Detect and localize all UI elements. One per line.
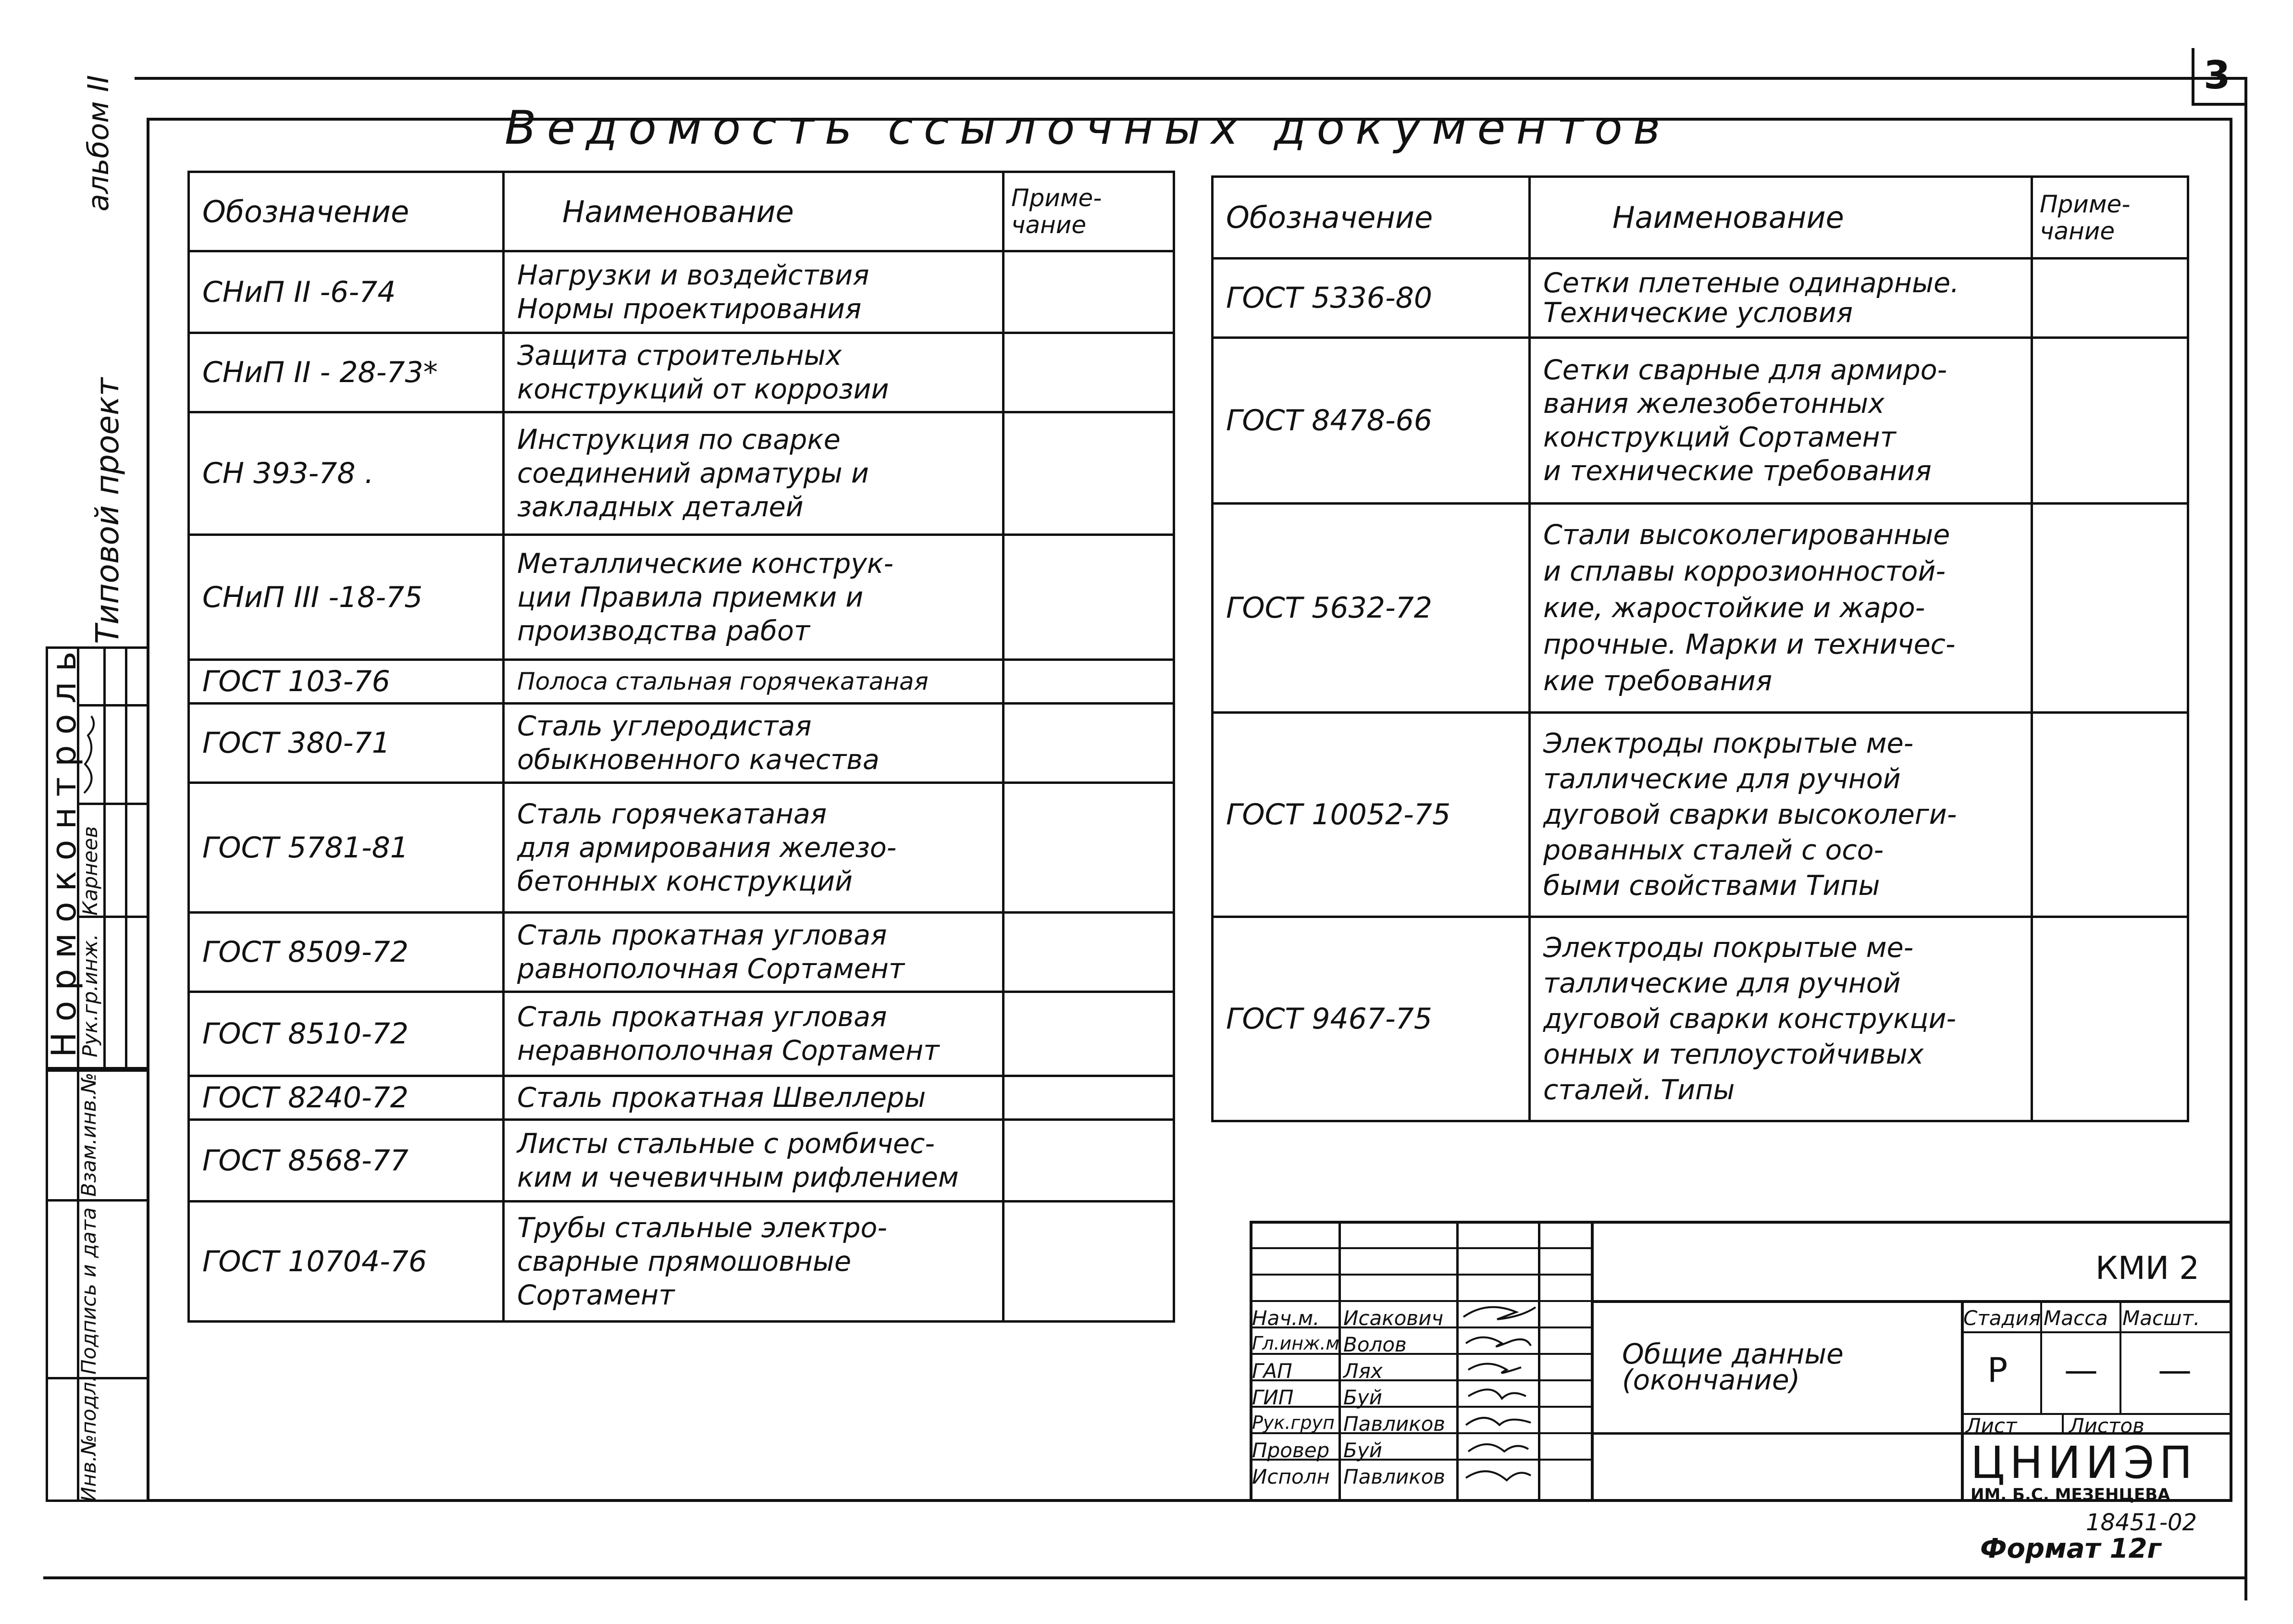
row-note — [1004, 412, 1174, 535]
header-name: Наименование — [504, 172, 1004, 251]
sheet-outer-frame-right — [2244, 77, 2247, 1600]
row-code: СН 393-78 . — [189, 412, 504, 535]
stamp-person: Павликов — [1343, 1465, 1446, 1488]
stamp-person: Буй — [1343, 1386, 1382, 1409]
row-code: ГОСТ 5336-80 — [1213, 259, 1530, 338]
stamp-stage-left — [1961, 1300, 1964, 1502]
table-row — [189, 660, 1174, 704]
organization-logo: ЦНИИЭП — [1971, 1437, 2197, 1488]
stamp-role: Гл.инж.м — [1252, 1333, 1340, 1354]
stamp-stage-col-2 — [2119, 1300, 2121, 1413]
table-header-row — [189, 172, 1174, 251]
table-row — [1213, 713, 2188, 917]
row-code: ГОСТ 8478-66 — [1213, 338, 1530, 504]
row-name: Листы стальные с ромбичес- ким и чечевичным рифлением — [504, 1120, 1004, 1202]
row-note — [1004, 704, 1174, 783]
stamp-stage-label: Стадия — [1963, 1306, 2041, 1330]
stamp-row-6 — [1250, 1379, 1593, 1381]
row-note — [2032, 259, 2188, 338]
row-note — [1004, 333, 1174, 412]
table-row — [189, 783, 1174, 913]
table-row — [189, 913, 1174, 992]
row-note — [1004, 1076, 1174, 1120]
row-code: ГОСТ 10704-76 — [189, 1202, 504, 1322]
table-row — [1213, 259, 2188, 338]
row-name: Сталь горячекатаная для армирования железо- бетонных конструкций — [504, 783, 1004, 913]
inventory-field-replacement: Взам.инв.№ — [77, 1072, 100, 1197]
row-name: Сталь прокатная угловая равнополочная Сортамент — [504, 913, 1004, 992]
row-name: Нагрузки и воздействия Нормы проектирования — [504, 251, 1004, 333]
stamp-role: Рук.груп — [1252, 1412, 1335, 1433]
stamp-sheet-label: Лист — [1966, 1414, 2017, 1438]
norm-person-name: Карнеев — [78, 826, 102, 916]
stamp-person: Лях — [1343, 1359, 1383, 1383]
page-title: Ведомость ссылочных документов — [505, 101, 1671, 155]
row-note — [1004, 535, 1174, 660]
row-note — [1004, 783, 1174, 913]
table-row — [189, 333, 1174, 412]
stamp-person: Павликов — [1343, 1412, 1446, 1436]
row-note — [1004, 1202, 1174, 1322]
row-name: Металлические конструк- ции Правила приемки и производства работ — [504, 535, 1004, 660]
sheet-format: Формат 12г — [1980, 1533, 2161, 1564]
inventory-row-divider-1 — [46, 1199, 149, 1202]
table-row — [1213, 917, 2188, 1121]
norm-row-divider-3 — [77, 916, 149, 918]
stamp-role: Провер — [1252, 1438, 1330, 1462]
stamp-stage-value: Р — [1987, 1351, 2008, 1390]
row-note — [2032, 713, 2188, 917]
stamp-doc-title: Общие данные (окончание) — [1622, 1338, 1844, 1396]
stamp-role: Нач.м. — [1252, 1306, 1320, 1330]
inventory-field-signature-date: Подпись и дата — [77, 1207, 100, 1375]
row-name: Электроды покрытые ме- таллические для ручной дуговой сварки конструкци- онных и теплоустойчивых сталей. Типы — [1530, 917, 2032, 1121]
row-name: Трубы стальные электро- сварные прямошовные Сортамент — [504, 1202, 1004, 1322]
row-name: Стали высоколегированные и сплавы коррозионностой- кие, жаростойкие и жаро- прочные. Марки и техничес- кие требования — [1530, 504, 2032, 713]
stamp-code-divider — [1593, 1300, 2232, 1303]
row-name: Сетки плетеные одинарные. Технические условия — [1530, 259, 2032, 338]
row-note — [1004, 992, 1174, 1076]
stamp-person: Исакович — [1343, 1306, 1444, 1330]
norm-col-divider-2 — [103, 646, 106, 1069]
organization-subtitle: ИМ. Б.С. МЕЗЕНЦЕВА — [1971, 1485, 2170, 1504]
stamp-sheet-col — [2062, 1413, 2064, 1435]
table-row — [189, 535, 1174, 660]
row-name: Электроды покрытые ме- таллические для ручной дуговой сварки высоколеги- рованных сталей с осо- быми свойствами Типы — [1530, 713, 2032, 917]
table-row — [1213, 338, 2188, 504]
project-type-label: Типовой проект — [89, 377, 126, 644]
table-row — [189, 1202, 1174, 1322]
right-reference-table — [1211, 175, 2189, 1122]
stamp-stage-header-bottom — [1961, 1331, 2232, 1333]
header-designation: Обозначение — [189, 172, 504, 251]
row-code: ГОСТ 9467-75 — [1213, 917, 1530, 1121]
norm-row-divider-1 — [77, 704, 149, 707]
row-code: ГОСТ 5781-81 — [189, 783, 504, 913]
stamp-row-3 — [1250, 1300, 1593, 1302]
row-code: ГОСТ 8510-72 — [189, 992, 504, 1076]
stamp-role: ГИП — [1252, 1386, 1294, 1409]
table-header-row — [1213, 177, 2188, 259]
row-code: ГОСТ 8509-72 — [189, 913, 504, 992]
norm-control-label: Нормоконтроль — [44, 641, 84, 1057]
stamp-sheets-label: Листов — [2069, 1414, 2144, 1438]
stamp-code: КМИ 2 — [2095, 1250, 2200, 1287]
header-designation: Обозначение — [1213, 177, 1530, 259]
table-row — [189, 704, 1174, 783]
stamp-row-2 — [1250, 1274, 1593, 1276]
row-name: Сталь углеродистая обыкновенного качества — [504, 704, 1004, 783]
row-note — [2032, 917, 2188, 1121]
row-name: Сталь прокатная Швеллеры — [504, 1076, 1004, 1120]
row-name: Инструкция по сварке соединений арматуры и закладных деталей — [504, 412, 1004, 535]
row-name: Сетки сварные для армиро- вания железобетонных конструкций Сортамент и технические требования — [1530, 338, 2032, 504]
left-reference-table — [187, 171, 1175, 1323]
norm-role: Рук.гр.инж. — [78, 934, 102, 1057]
row-code: ГОСТ 5632-72 — [1213, 504, 1530, 713]
norm-signature — [79, 711, 103, 798]
row-code: ГОСТ 103-76 — [189, 660, 504, 704]
stamp-role: ГАП — [1252, 1359, 1292, 1383]
row-note — [1004, 913, 1174, 992]
stamp-mass-value: — — [2064, 1351, 2098, 1390]
stamp-person: Буй — [1343, 1438, 1382, 1462]
stamp-scale-value: — — [2158, 1351, 2192, 1390]
row-note — [2032, 338, 2188, 504]
stamp-mass-label: Масса — [2044, 1306, 2108, 1330]
row-note — [1004, 660, 1174, 704]
stamp-signatures — [1459, 1298, 1540, 1500]
inventory-number: 18451-02 — [2086, 1509, 2197, 1536]
table-row — [189, 251, 1174, 333]
inventory-field-original: Инв.№подл. — [77, 1375, 100, 1502]
album-label: альбом II — [82, 75, 115, 211]
table-row — [189, 992, 1174, 1076]
row-name: Защита строительных конструкций от коррозии — [504, 333, 1004, 412]
row-code: ГОСТ 380-71 — [189, 704, 504, 783]
row-code: ГОСТ 8568-77 — [189, 1120, 504, 1202]
table-row — [1213, 504, 2188, 713]
stamp-person: Волов — [1343, 1333, 1407, 1356]
row-note — [1004, 1120, 1174, 1202]
norm-row-divider-2 — [77, 803, 149, 805]
row-code: ГОСТ 10052-75 — [1213, 713, 1530, 917]
stamp-row-7 — [1250, 1406, 1593, 1408]
row-code: СНиП II -6-74 — [189, 251, 504, 333]
sheet-number: 3 — [2204, 53, 2231, 98]
row-name: Сталь прокатная угловая неравнополочная Сортамент — [504, 992, 1004, 1076]
stamp-scale-label: Масшт. — [2122, 1306, 2200, 1330]
row-name: Полоса стальная горячекатаная — [504, 660, 1004, 704]
norm-col-divider-3 — [125, 646, 127, 1069]
header-note: Приме- чание — [1004, 172, 1174, 251]
table-row — [189, 1120, 1174, 1202]
row-note — [1004, 251, 1174, 333]
stamp-row-1 — [1250, 1247, 1593, 1249]
stamp-role: Исполн — [1252, 1465, 1330, 1488]
row-note — [2032, 504, 2188, 713]
header-note: Приме- чание — [2032, 177, 2188, 259]
row-code: СНиП II - 28-73* — [189, 333, 504, 412]
header-name: Наименование — [1530, 177, 2032, 259]
table-row — [189, 412, 1174, 535]
table-row — [189, 1076, 1174, 1120]
sheet-outer-frame-bottom — [43, 1576, 2247, 1579]
sheet-outer-line-top — [135, 77, 2244, 80]
row-code: СНиП III -18-75 — [189, 535, 504, 660]
row-code: ГОСТ 8240-72 — [189, 1076, 504, 1120]
